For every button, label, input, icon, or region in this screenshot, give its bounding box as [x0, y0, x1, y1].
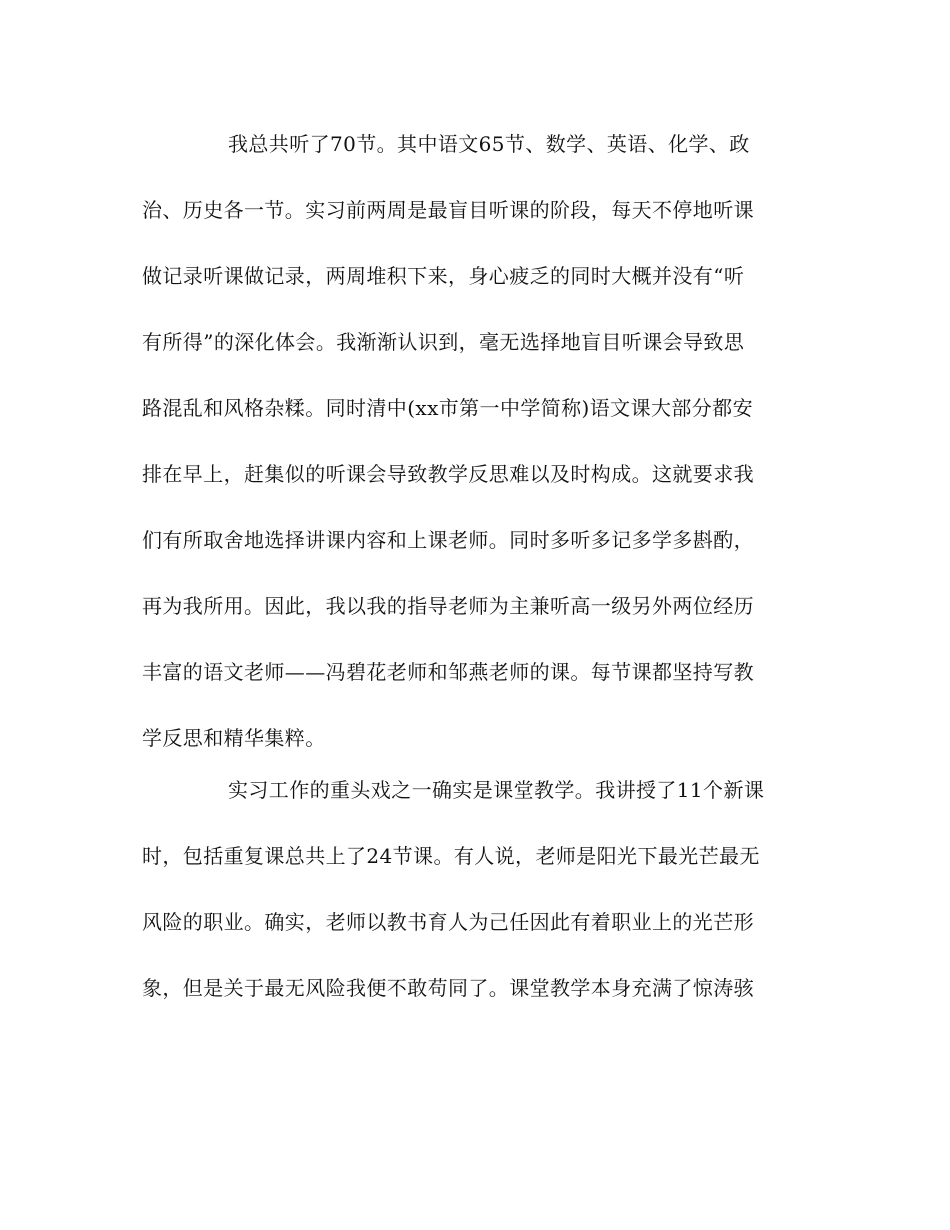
text-line: 治、历史各一节。实习前两周是最盲目听课的阶段，每天不停地听课 [142, 198, 754, 222]
paragraph-2 [142, 768, 812, 1032]
text-line: 有所得”的深化体会。我渐渐认识到，毫无选择地盲目听课会导致思 [142, 330, 745, 354]
text-line: 路混乱和风格杂糅。同时清中(xx市第一中学简称)语文课大部分都安 [142, 396, 753, 420]
text-line: 风险的职业。确实，老师以教书育人为己任因此有着职业上的光芒形 [142, 910, 754, 934]
body-text [142, 122, 812, 1032]
paragraph-1 [142, 122, 812, 768]
text-line: 象，但是关于最无风险我便不敢苟同了。课堂教学本身充满了惊涛骇 [142, 976, 754, 1000]
text-line: 排在早上，赶集似的听课会导致教学反思难以及时构成。这就要求我 [142, 462, 754, 486]
text-line: 学反思和精华集粹。 [142, 726, 326, 750]
text-line: 们有所取舍地选择讲课内容和上课老师。同时多听多记多学多斟酌， [142, 528, 754, 552]
text-line: 实习工作的重头戏之一确实是课堂教学。我讲授了11个新课 [228, 778, 765, 802]
text-line: 我总共听了70节。其中语文65节、数学、英语、化学、政 [228, 132, 750, 156]
text-line: 时，包括重复课总共上了24节课。有人说，老师是阳光下最光芒最无 [142, 844, 760, 868]
text-line: 丰富的语文老师——冯碧花老师和邹燕老师的课。每节课都坚持写教 [142, 660, 754, 684]
text-line: 做记录听课做记录，两周堆积下来，身心疲乏的同时大概并没有“听 [142, 264, 745, 288]
text-line: 再为我所用。因此，我以我的指导老师为主兼听高一级另外两位经历 [142, 594, 754, 618]
